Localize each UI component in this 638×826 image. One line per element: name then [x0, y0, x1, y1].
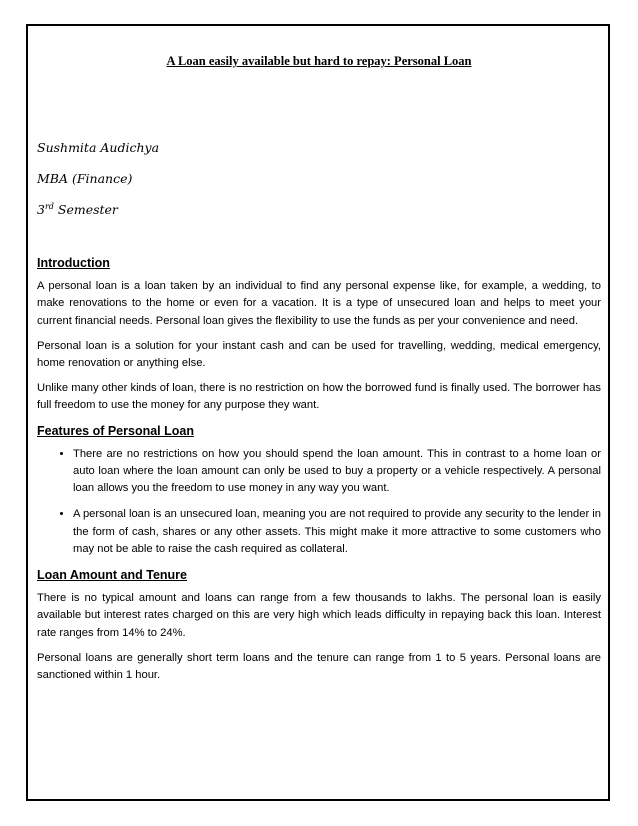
semester-number: 3	[37, 202, 45, 218]
tenure-paragraph: Personal loans are generally short term loans and the tenure can range from 1 to 5 years. Personal loans are sanctioned within 1 hour.	[37, 651, 601, 682]
features-heading: Features of Personal Loan	[37, 423, 194, 438]
feature-item: • There are no restrictions on how you should spend the loan amount. This in contrast to a home loan or auto loan where the loan amount can only be used to buy a property or a vehicle respectively. A personal loan allows you the freedom to use money in any way you want.	[73, 446, 601, 498]
intro-paragraph: A personal loan is a loan taken by an individual to find any personal expense like, for example, a wedding, to make renovations to the home or even for a vacation. It is a type of unsecured loan and helps to meet your current financial needs. Personal loan gives the flexibility to use the funds as per your convenience and need.	[37, 280, 601, 327]
intro-paragraph: Unlike many other kinds of loan, there is no restriction on how the borrowed fund is finally used. The borrower has full freedom to use the money for any purpose they want.	[37, 382, 601, 412]
semester-word: Semester	[57, 202, 118, 218]
author-degree: MBA (Finance)	[37, 171, 133, 186]
document-body	[37, 255, 601, 692]
feature-item: • A personal loan is an unsecured loan, meaning you are not required to provide any security to the lender in the form of cash, shares or any other assets. This might make it more attractive to some customers who may not be able to raise the cash required as collateral.	[73, 506, 601, 558]
author-name: Sushmita Audichya	[37, 140, 160, 155]
introduction-heading: Introduction	[37, 256, 110, 270]
features-list	[37, 446, 601, 558]
amount-paragraph: There is no typical amount and loans can range from a few thousands to lakhs. The personal loan is easily available but interest rates charged on this are very high which leads difficulty in repaying back this loan. Interest rate ranges from 14% to 24%.	[37, 592, 601, 639]
document-title: A Loan easily available but hard to repay: Personal Loan	[166, 54, 472, 68]
intro-paragraph: Personal loan is a solution for your instant cash and can be used for travelling, wedding, medical emergency, home renovation or anything else.	[37, 339, 601, 370]
author-semester	[37, 202, 118, 217]
semester-suffix: rd	[44, 202, 54, 211]
amount-tenure-heading: Loan Amount and Tenure	[37, 568, 187, 583]
